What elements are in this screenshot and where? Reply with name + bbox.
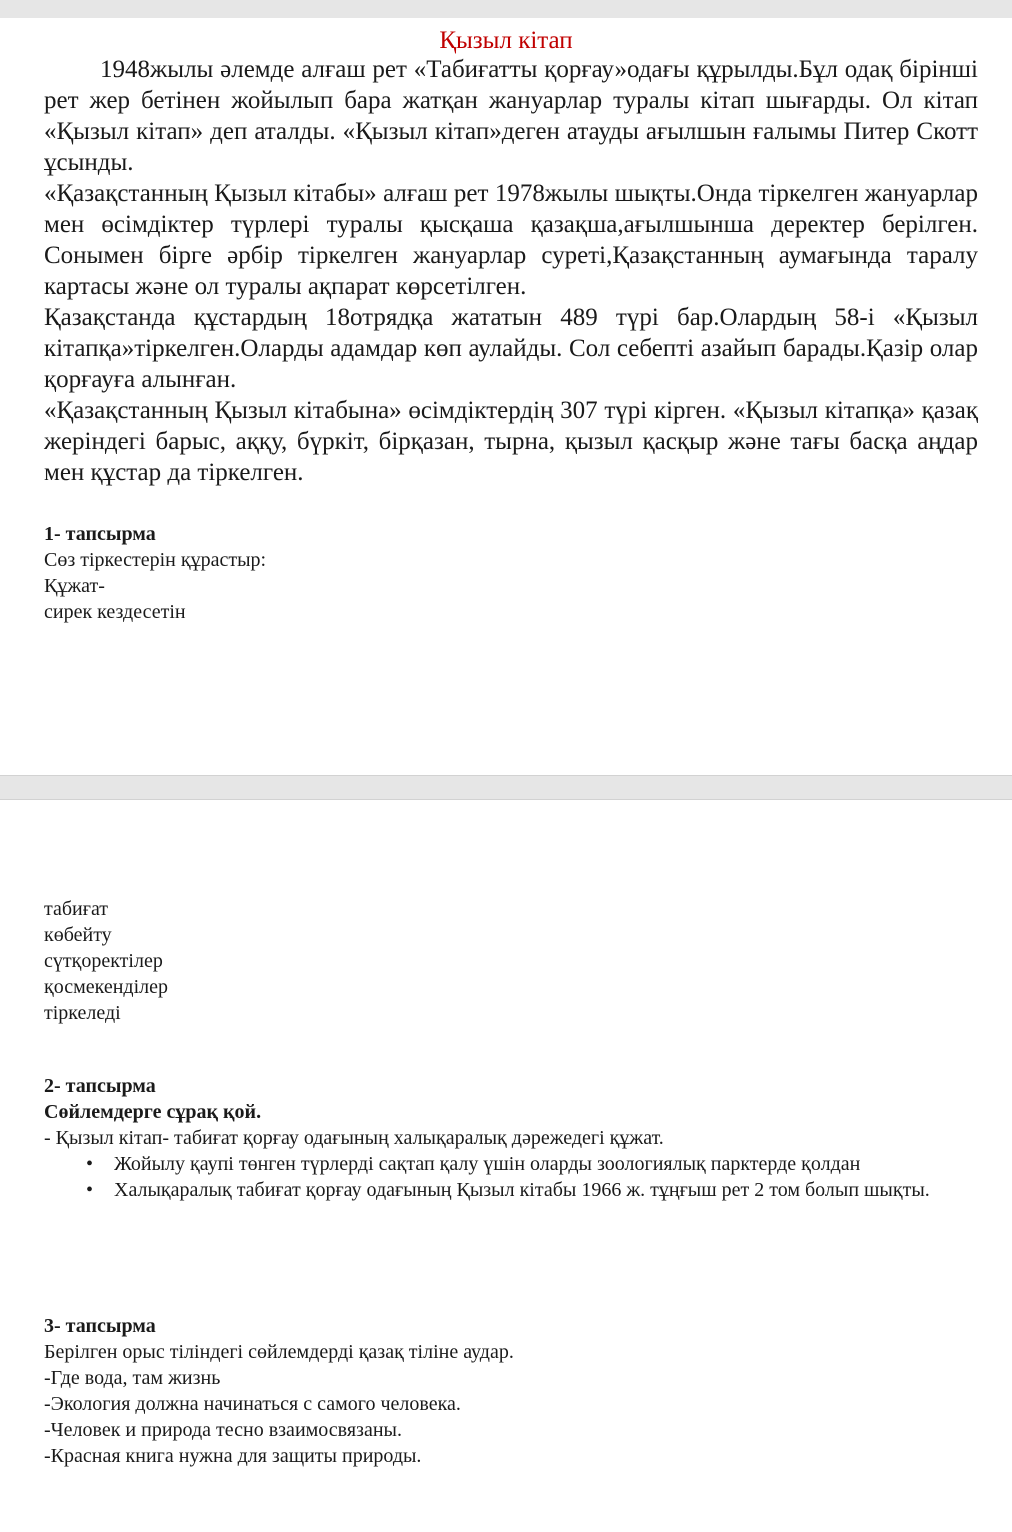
- paragraph-2: «Қазақстанның Қызыл кітабы» алғаш рет 1978жылы шықты.Онда тіркелген жануарлар мен өсімдіктер түрлері туралы қысқаша қазақша,ағылшынша деректер берілген. Сонымен бірге әрбір тіркелген жануарлар суреті,Қазақстанның аумағында таралу картасы және ол туралы ақпарат көрсетілген.: [44, 180, 978, 300]
- window-top-gap: [0, 0, 1012, 18]
- body-text: [44, 54, 978, 488]
- task-1-word: тіркеледі: [44, 1002, 121, 1024]
- task-2-instruction: Сөйлемдерге сұрақ қой.: [44, 1101, 262, 1123]
- task-2-block: [44, 1073, 978, 1203]
- task-1-word: Құжат-: [44, 575, 105, 597]
- document-title: Қызыл кітап: [439, 27, 573, 54]
- task-1-heading: 1- тапсырма: [44, 523, 156, 545]
- paragraph-4: «Қазақстанның Қызыл кітабына» өсімдіктердің 307 түрі кірген. «Қызыл кітапқа» қазақ жеріндегі барыс, аққу, бүркіт, бірқазан, тырна, қызыл қасқыр және тағы басқа аңдар мен құстар да тіркелген.: [44, 397, 978, 486]
- task-1-word: қосмекенділер: [44, 976, 169, 998]
- task-3-sentence: -Красная книга нужна для защиты природы.: [44, 1445, 422, 1467]
- bullet-text: Халықаралық табиғат қорғау одағының Қызыл кітабы 1966 ж. тұңғыш рет 2 том болып шықты.: [114, 1179, 930, 1201]
- task-3-sentence: -Где вода, там жизнь: [44, 1367, 221, 1389]
- task-1-word: сүтқоректілер: [44, 950, 163, 972]
- task-3-sentence: -Экология должна начинаться с самого человека.: [44, 1393, 461, 1415]
- paragraph-1: 1948жылы әлемде алғаш рет «Табиғатты қорғау»одағы құрылды.Бұл одақ бірінші рет жер бетінен жойылып бара жатқан жануарлар туралы кітап шығарды. Ол кітап «Қызыл кітап» деп аталды. «Қызыл кітап»деген атауды ағылшын ғалымы Питер Скотт ұсынды.: [44, 56, 978, 176]
- task-1-block: [44, 521, 978, 625]
- task-1-word: көбейту: [44, 924, 112, 946]
- bullet-icon: •: [86, 1179, 94, 1201]
- task-3-instruction: Берілген орыс тіліндегі сөйлемдерді қазақ тіліне аудар.: [44, 1341, 514, 1363]
- task-3-heading: 3- тапсырма: [44, 1315, 156, 1337]
- task-1-words-continued: [44, 896, 978, 1026]
- list-item: [86, 1177, 944, 1203]
- task-1-word: табиғат: [44, 898, 109, 920]
- task-2-bullet-list: [44, 1151, 978, 1203]
- page-break-gap: [0, 775, 1012, 800]
- bullet-text: Жойылу қаупі төнген түрлерді сақтап қалу үшін оларды зоологиялық парктерде қолдан: [114, 1153, 861, 1175]
- bullet-icon: •: [86, 1153, 94, 1175]
- task-1-word: сирек кездесетін: [44, 601, 186, 623]
- task-1-instruction: Сөз тіркестерін құрастыр:: [44, 549, 267, 571]
- paragraph-3: Қазақстанда құстардың 18отрядқа жататын 489 түрі бар.Олардың 58-і «Қызыл кітапқа»тіркелген.Оларды адамдар көп аулайды. Сол себепті азайып барады.Қазір олар қорғауға алынған.: [44, 304, 978, 393]
- task-2-heading: 2- тапсырма: [44, 1075, 156, 1097]
- task-3-sentence: -Человек и природа тесно взаимосвязаны.: [44, 1419, 402, 1441]
- list-item: [86, 1151, 944, 1177]
- task-2-sentence: - Қызыл кітап- табиғат қорғау одағының халықаралық дәрежедегі құжат.: [44, 1127, 664, 1149]
- task-3-block: [44, 1313, 978, 1469]
